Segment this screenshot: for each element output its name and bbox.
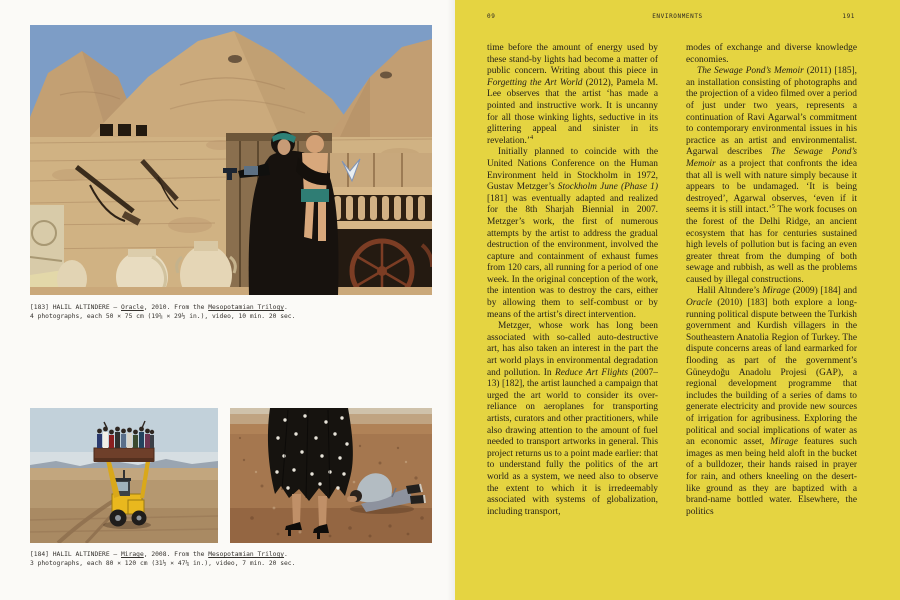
text-run: [183] HALIL ALTINDERE – xyxy=(30,304,121,311)
body-paragraph xyxy=(686,286,857,518)
text-columns xyxy=(487,43,857,518)
text-run: (2009) [184] and xyxy=(789,286,857,297)
balustrade xyxy=(330,153,432,229)
text-column-1 xyxy=(487,43,658,518)
text-run: [184] HALIL ALTINDERE – xyxy=(30,551,121,558)
text-run: Metzger, whose work has long been associated with so-called auto-destructive art, has also taken an interest in the part the art world plays in environmental degradation and pollution. In xyxy=(487,321,658,378)
text-run: modes of exchange and diverse knowledge economies. xyxy=(686,43,857,65)
text-run: (2012), Pamela M. Lee observes that the artist ‘has made a pointed and instructive work. It is uncanny for all those winking lights, seductive in its glittering appeal and sinister in its revelation.’ xyxy=(487,77,658,146)
text-run: Stockholm June (Phase 1) xyxy=(557,182,658,193)
caption-mirage xyxy=(30,551,295,568)
chapter-number: 09 xyxy=(487,13,496,20)
page-gutter-shadow xyxy=(447,0,455,600)
text-run: Reduce Art Flights xyxy=(555,367,628,378)
text-run: features such images as men being held aloft in the bucket of a bulldozer, their hands raised in prayer for rain, and others kneeling on the desert-like ground as they are baptized with a brand-name bottled water. Elsewhere, the politics xyxy=(686,437,857,517)
text-run: , 2008. From the xyxy=(143,551,209,558)
photo-oracle xyxy=(30,25,432,295)
body-paragraph xyxy=(487,321,658,518)
photo-mirage-baptism xyxy=(230,408,432,543)
wall-windows xyxy=(100,124,147,136)
text-run: The Sewage Pond’s Memoir xyxy=(697,66,804,77)
body-paragraph xyxy=(686,66,857,286)
running-title: ENVIRONMENTS xyxy=(652,13,703,20)
text-run: The work focuses on the forest of the Delhi Ridge, an ancient ecosystem that has for centuries sustained high levels of pollution but is facing an even greater threat from the dumping of both sewage and rubbish, as well as the problems caused by illegal constructions. xyxy=(686,205,857,285)
text-run: . xyxy=(284,304,288,311)
text-run: 4 xyxy=(529,133,534,141)
right-page xyxy=(455,0,900,600)
text-run: [181] was eventually adapted and realized for the 8th Sharjah Biennial in 2007. Metzger’s work, the first of numerous attempts by the artist to address the gradual destruction of the environment, involved the capture and containment of exhaust fumes from 120 cars, all running for a period of one week. In the original conception of the work, the intention was to destroy the cars, either by allowing them to self-combust or by means of the artist’s direct intervention. xyxy=(487,193,658,320)
text-run: Oracle xyxy=(686,298,713,309)
text-run: Halil Altındere’s xyxy=(697,286,763,297)
text-run: (2010) [183] both explore a long-running political dispute between the Turkish government and Kurdish villagers in the Southeastern Anatolia Region of Turkey. The dispute concerns areas of land earmarked for flooding as part of the government’s Güneydoğu Anadolu Projesi (GAP), a regional development programme that includes the building of a series of dams to generate electricity and provide new sources of irrigation for agribusiness. Exploring the political and social implications of water as an economic asset, xyxy=(686,298,857,448)
text-run: . xyxy=(284,551,288,558)
text-run: Mirage xyxy=(770,437,798,448)
text-run: 4 photographs, each 50 × 75 cm (19⅝ × 29½ in.), video, 10 min. 20 sec. xyxy=(30,312,296,320)
page-number: 191 xyxy=(842,13,855,20)
text-run: Initially planned to coincide with the United Nations Conference on the Human Environment held in Stockholm in 1972, Gustav Metzger’s xyxy=(487,147,658,193)
text-run: Mirage xyxy=(762,286,790,297)
text-run: Forgetting the Art World xyxy=(487,77,583,88)
text-run: 5 xyxy=(771,203,775,211)
text-run: 3 photographs, each 80 × 120 cm (31½ × 47¼ in.), video, 7 min. 20 sec. xyxy=(30,559,296,567)
photo-mirage-loader xyxy=(30,408,218,543)
caption-line xyxy=(30,313,295,322)
caption-oracle xyxy=(30,304,295,321)
text-run: Mirage xyxy=(121,551,144,558)
text-run: , 2010. From the xyxy=(143,304,209,311)
text-column-2 xyxy=(686,43,857,518)
photo-loader-illustration xyxy=(30,408,218,543)
body-paragraph xyxy=(686,43,857,66)
caption-line xyxy=(30,304,295,313)
text-run: as a project that confronts the idea that all is well with nature simply because it appears to be undamaged. ‘It is being destroyed’, Agarwal observes, ‘even if it seems it is still intact.’ xyxy=(686,158,857,216)
text-run: Mesopotamian Trilogy xyxy=(208,551,285,558)
caption-line xyxy=(30,560,295,569)
text-run: (2011) [185], an installation consisting of photographs and the projection of a video filmed over a period of just under two years, represents a continuation of Ravi Agarwal’s commitment to contemporary environmental issues in his practice as an artist and environmentalist. Agarwal describes xyxy=(686,66,858,158)
text-run: Oracle xyxy=(121,304,144,311)
text-run: Mesopotamian Trilogy xyxy=(208,304,285,311)
text-run: (2007–13) [182], the artist launched a campaign that urged the art world to consider its over-reliance on aeroplanes for transporting artists, curators and other practitioners, while also drawing attention to the amount of fuel needed to transport artworks in general. This project returns us to a point made earlier: that to understand fully the politics of the art world as a system, we need also to observe the extent to which it is irredeemably associated with systems of globalization, including transport, xyxy=(487,367,658,517)
photo-oracle-illustration xyxy=(30,25,432,295)
caption-line xyxy=(30,551,295,560)
photo-baptism-illustration xyxy=(230,408,432,543)
body-paragraph xyxy=(487,147,658,321)
body-paragraph xyxy=(487,43,658,147)
text-run: The Sewage Pond’s Memoir xyxy=(686,147,857,169)
spinning-wheel xyxy=(330,229,432,295)
text-run: time before the amount of energy used by these stand-by lights had become a matter of public concern. Writing about this piece in xyxy=(487,43,658,77)
